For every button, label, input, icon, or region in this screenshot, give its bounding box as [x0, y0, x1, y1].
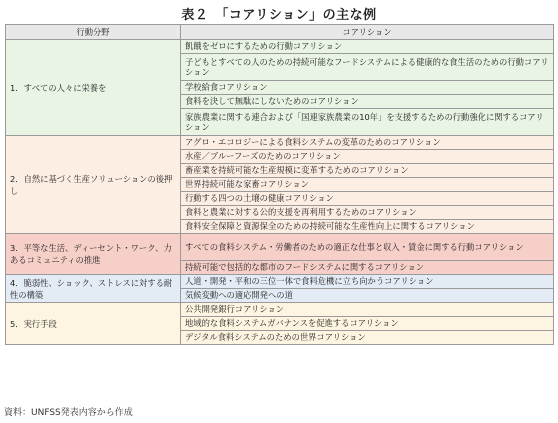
coalition-cell: 食料安全保障と資源保全のための持続可能な生産性向上に関するコアリション — [181, 220, 554, 234]
coalition-cell: 子どもとすべての人のための持続可能なフードシステムによる健康的な食生活のための行動コアリション — [181, 54, 554, 81]
table-row — [6, 136, 554, 150]
table-row — [6, 275, 554, 289]
coalition-cell: 畜産業を持続可能な生産規模に変革するためのコアリション — [181, 164, 554, 178]
coalition-cell: 飢餓をゼロにするための行動コアリション — [181, 40, 554, 54]
category-cell: 2．自然に基づく生産ソリューションの後押し — [6, 136, 181, 234]
table-row — [6, 303, 554, 317]
coalition-cell: 食料と農業に対する公的支援を再利用するためのコアリション — [181, 206, 554, 220]
coalition-cell: すべての食料システム・労働者のための適正な仕事と収入・賃金に関する行動コアリション — [181, 234, 554, 261]
header-category: 行動分野 — [6, 25, 181, 40]
coalition-cell: 気候変動への適応開発への道 — [181, 289, 554, 303]
category-cell: 4．脆弱性、ショック、ストレスに対する耐性の構築 — [6, 275, 181, 303]
category-cell: 1．すべての人々に栄養を — [6, 40, 181, 136]
coalition-cell: 家族農業に関する連合および「国連家族農業の10年」を支援するための行動強化に関するコアリション — [181, 109, 554, 136]
coalition-cell: 水産／ブルーフーズのためのコアリション — [181, 150, 554, 164]
coalition-cell: 人道・開発・平和の三位一体で食料危機に立ち向かうコアリション — [181, 275, 554, 289]
coalition-cell: アグロ・エコロジーによる食料システムの変革のためのコアリション — [181, 136, 554, 150]
coalition-cell: 地域的な食料システムガバナンスを促進するコアリション — [181, 317, 554, 331]
coalition-cell: 食料を決して無駄にしないためのコアリション — [181, 95, 554, 109]
coalition-cell: 行動する四つの土壌の健康コアリション — [181, 192, 554, 206]
coalition-cell: 公共開発銀行コアリション — [181, 303, 554, 317]
coalition-cell: 持続可能で包括的な都市のフードシステムに関するコアリション — [181, 261, 554, 275]
coalition-cell: デジタル食料システムのための世界コアリション — [181, 331, 554, 345]
coalition-cell: 学校給食コアリション — [181, 81, 554, 95]
header-coalition: コアリション — [181, 25, 554, 40]
category-cell: 3．平等な生活、ディーセント・ワーク、力あるコミュニティの推進 — [6, 234, 181, 275]
table-row — [6, 40, 554, 54]
table-title: 表２ 「コアリション」の主な例 — [181, 8, 377, 23]
header-row — [6, 25, 554, 40]
source-note: 資料：UNFSS発表内容から作成 — [4, 408, 133, 418]
category-cell: 5．実行手段 — [6, 303, 181, 345]
coalition-cell: 世界持続可能な家畜コアリション — [181, 178, 554, 192]
table-row — [6, 234, 554, 261]
coalition-table — [5, 24, 554, 345]
